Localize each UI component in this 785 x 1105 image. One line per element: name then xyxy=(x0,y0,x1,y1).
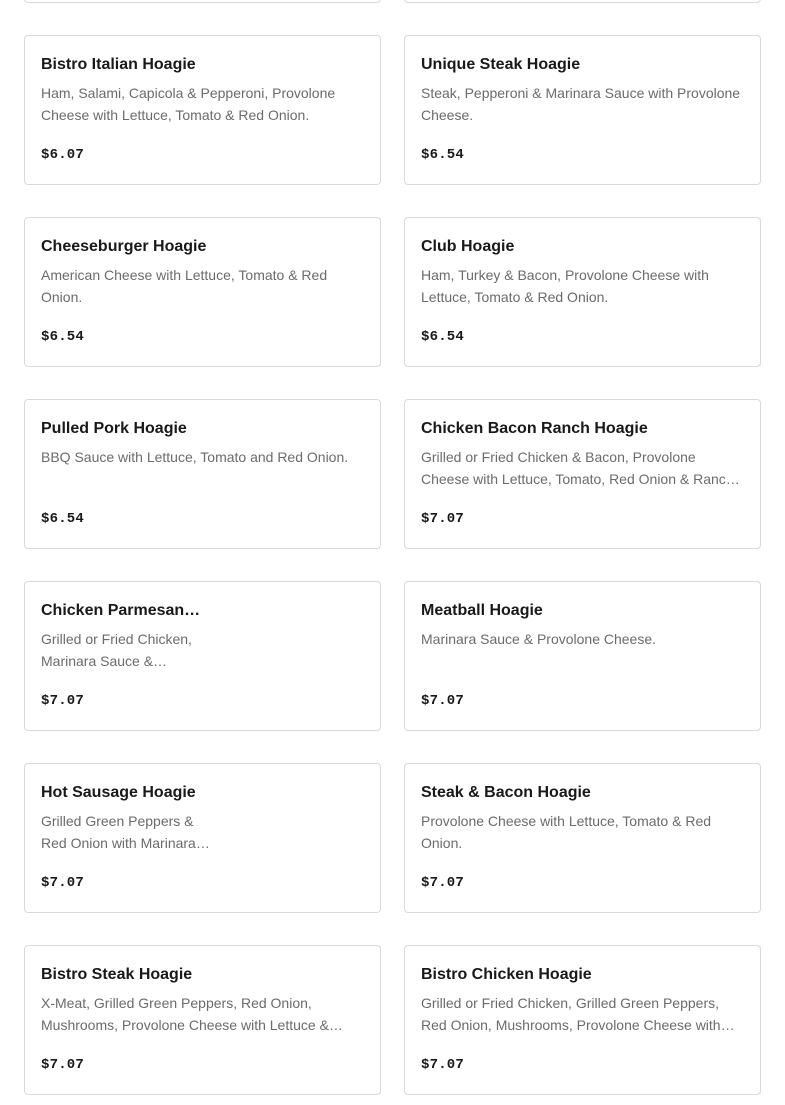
menu-item-description: Grilled or Fried Chicken, Grilled Green Peppers, Red Onion, Mushrooms, Provolone Cheese with… xyxy=(421,995,735,1033)
menu-item-description: Ham, Turkey & Bacon, Provolone Cheese with Lettuce, Tomato & Red Onion. xyxy=(421,267,709,305)
menu-item-card[interactable] xyxy=(24,763,381,913)
menu-item-card[interactable] xyxy=(404,217,761,367)
menu-item-name: Chicken Parmesan… xyxy=(41,602,201,619)
menu-item-card[interactable] xyxy=(404,945,761,1095)
menu-item-price: $7.07 xyxy=(41,875,85,891)
menu-item-description: Provolone Cheese with Lettuce, Tomato & Red Onion. xyxy=(421,813,712,851)
menu-item-description: Grilled or Fried Chicken, Marinara Sauce &… xyxy=(41,631,192,669)
menu-item-description: Ham, Salami, Capicola & Pepperoni, Provolone Cheese with Lettuce, Tomato & Red Onion. xyxy=(41,85,336,123)
menu-item-description: Grilled or Fried Chicken & Bacon, Provolone Cheese with Lettuce, Tomato, Red Onion & Ranc… xyxy=(421,449,740,487)
menu-item-name: Cheeseburger Hoagie xyxy=(41,238,207,255)
menu-item-price: $7.07 xyxy=(41,1057,85,1073)
menu-item-price: $6.07 xyxy=(41,147,85,163)
menu-item-card[interactable] xyxy=(404,35,761,185)
menu-item-name: Hot Sausage Hoagie xyxy=(41,784,196,801)
menu-item-card[interactable] xyxy=(24,399,381,549)
menu-item-card[interactable] xyxy=(404,763,761,913)
menu-item-name: Bistro Steak Hoagie xyxy=(41,966,193,983)
menu-item-price: $7.07 xyxy=(41,693,85,709)
menu-item-card[interactable] xyxy=(24,0,381,3)
menu-item-description: X-Meat, Grilled Green Peppers, Red Onion, Mushrooms, Provolone Cheese with Lettuce &… xyxy=(41,995,343,1033)
menu-item-card[interactable] xyxy=(24,217,381,367)
menu-item-name: Pulled Pork Hoagie xyxy=(41,420,187,437)
menu-item-description: Marinara Sauce & Provolone Cheese. xyxy=(421,631,657,647)
menu-item-grid xyxy=(24,0,761,1095)
menu-item-description: Grilled Green Peppers & Red Onion with Marinara… xyxy=(41,813,210,851)
menu-item-price: $6.54 xyxy=(41,511,85,527)
menu-item-price: $7.07 xyxy=(421,1057,465,1073)
menu-item-card[interactable] xyxy=(24,581,381,731)
menu-item-name: Bistro Chicken Hoagie xyxy=(421,966,592,983)
menu-item-description: American Cheese with Lettuce, Tomato & Red Onion. xyxy=(41,267,328,305)
menu-item-name: Bistro Italian Hoagie xyxy=(41,56,196,73)
menu-item-card[interactable] xyxy=(24,35,381,185)
menu-item-name: Unique Steak Hoagie xyxy=(421,56,581,73)
menu-item-card[interactable] xyxy=(404,0,761,3)
menu-item-description: Steak, Pepperoni & Marinara Sauce with Provolone Cheese. xyxy=(421,85,741,123)
menu-item-description: BBQ Sauce with Lettuce, Tomato and Red Onion. xyxy=(41,449,349,465)
menu-item-name: Steak & Bacon Hoagie xyxy=(421,784,591,801)
menu-item-name: Club Hoagie xyxy=(421,238,515,255)
menu-item-price: $7.07 xyxy=(421,875,465,891)
menu-item-price: $6.54 xyxy=(41,329,85,345)
menu-item-price: $6.54 xyxy=(421,147,465,163)
menu-item-name: Meatball Hoagie xyxy=(421,602,543,619)
menu-item-card[interactable] xyxy=(24,945,381,1095)
menu-item-price: $6.54 xyxy=(421,329,465,345)
menu-item-card[interactable] xyxy=(404,581,761,731)
menu-item-price: $7.07 xyxy=(421,693,465,709)
menu-item-card[interactable] xyxy=(404,399,761,549)
menu-item-price: $7.07 xyxy=(421,511,465,527)
menu-item-name: Chicken Bacon Ranch Hoagie xyxy=(421,420,648,437)
